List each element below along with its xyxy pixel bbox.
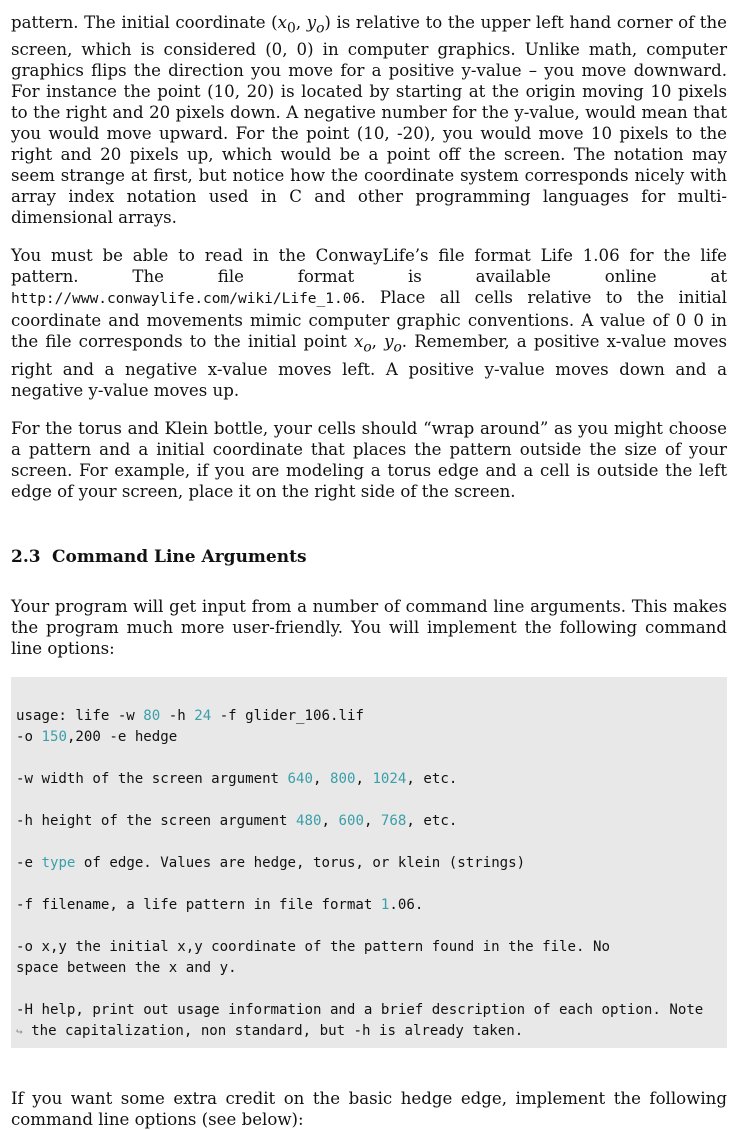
code-line: -w width of the screen argument 640, 800, 1024, etc. [16, 770, 458, 787]
line-wrap-arrow-icon: ↪ [16, 1024, 23, 1038]
math-x: x [353, 332, 364, 352]
code-line: -o 150,200 -e hedge [16, 728, 178, 745]
math-sub: o [363, 339, 372, 356]
section-title: Command Line Arguments [52, 546, 307, 567]
code-line: -o x,y the initial x,y coordinate of the pattern found in the file. No [16, 938, 610, 955]
code-block [11, 677, 727, 1048]
math-sub: o [316, 20, 325, 37]
math-y: y [306, 13, 317, 32]
text: . Place all cells relative to the initial coordinate and movements mimic computer graphic conventions. A value of 0 0 in the file corresponds to the initial point [11, 288, 727, 352]
code-line: space between the x and y. [16, 959, 237, 976]
document-page [11, 12, 727, 1130]
code-line: usage: life -w 80 -h 24 -f glider_106.lif [16, 707, 364, 724]
math-sub: 0 [287, 20, 296, 37]
text: . Remember, a positive x-value moves right and a negative x-value moves left. A positive y-value moves down and a negative y-value moves up. [11, 332, 727, 400]
math-x: x [277, 13, 287, 32]
paragraph-extra-credit: If you want some extra credit on the basic hedge edge, implement the following command line options (see below): [11, 1088, 727, 1129]
text: pattern. The initial coordinate ( [11, 13, 278, 32]
text: , [371, 332, 385, 352]
text: ) is relative to the upper left hand corner of the screen, which is considered (0, 0) in computer graphics. Unlike math, computer graphics flips the direction you move for a positive y-value – you move downward. For instance the point (10, 20) is located by starting at the origin moving 10 pixels to the right and 20 pixels down. A negative number for the y-value, would mean that you would move upward. For the point (10, -20), you would move 10 pixels to the right and 20 pixels up, which would be a point off the screen. The notation may seem strange at first, but notice how the coordinate system corresponds nicely with array index notation used in C and other programming languages for multi-dimensional arrays. [11, 13, 727, 228]
code-line: -e type of edge. Values are hedge, torus, or klein (strings) [16, 854, 526, 871]
text: You must be able to read in the ConwayLife’s file format Life 1.06 for the life pattern. The file format is available online at [11, 246, 727, 287]
code-line: -f filename, a life pattern in file format 1.06. [16, 896, 424, 913]
paragraph-file-format [11, 245, 727, 400]
code-line: ↪ the capitalization, non standard, but -h is already taken. [16, 1022, 524, 1039]
math-y: y [384, 332, 394, 352]
math-sub: o [393, 339, 402, 356]
code-line: -h height of the screen argument 480, 600, 768, etc. [16, 812, 458, 829]
paragraph-intro: Your program will get input from a number of command line arguments. This makes the program much more user-friendly. You will implement the following command line options: [11, 596, 727, 658]
url-link[interactable]: http://www.conwaylife.com/wiki/Life_1.06 [11, 291, 361, 308]
text: , [295, 13, 307, 32]
code-line: -H help, print out usage information and a brief description of each option. Note [16, 1001, 704, 1018]
section-number: 2.3 [11, 546, 41, 567]
paragraph-coordinates [11, 12, 727, 228]
paragraph-wrap-around: For the torus and Klein bottle, your cells should “wrap around” as you might choose a pattern and a initial coordinate that places the pattern outside the size of your screen. For example, if you are modeling a torus edge and a cell is outside the left edge of your screen, place it on the right side of the screen. [11, 418, 727, 501]
section-heading [11, 546, 727, 568]
